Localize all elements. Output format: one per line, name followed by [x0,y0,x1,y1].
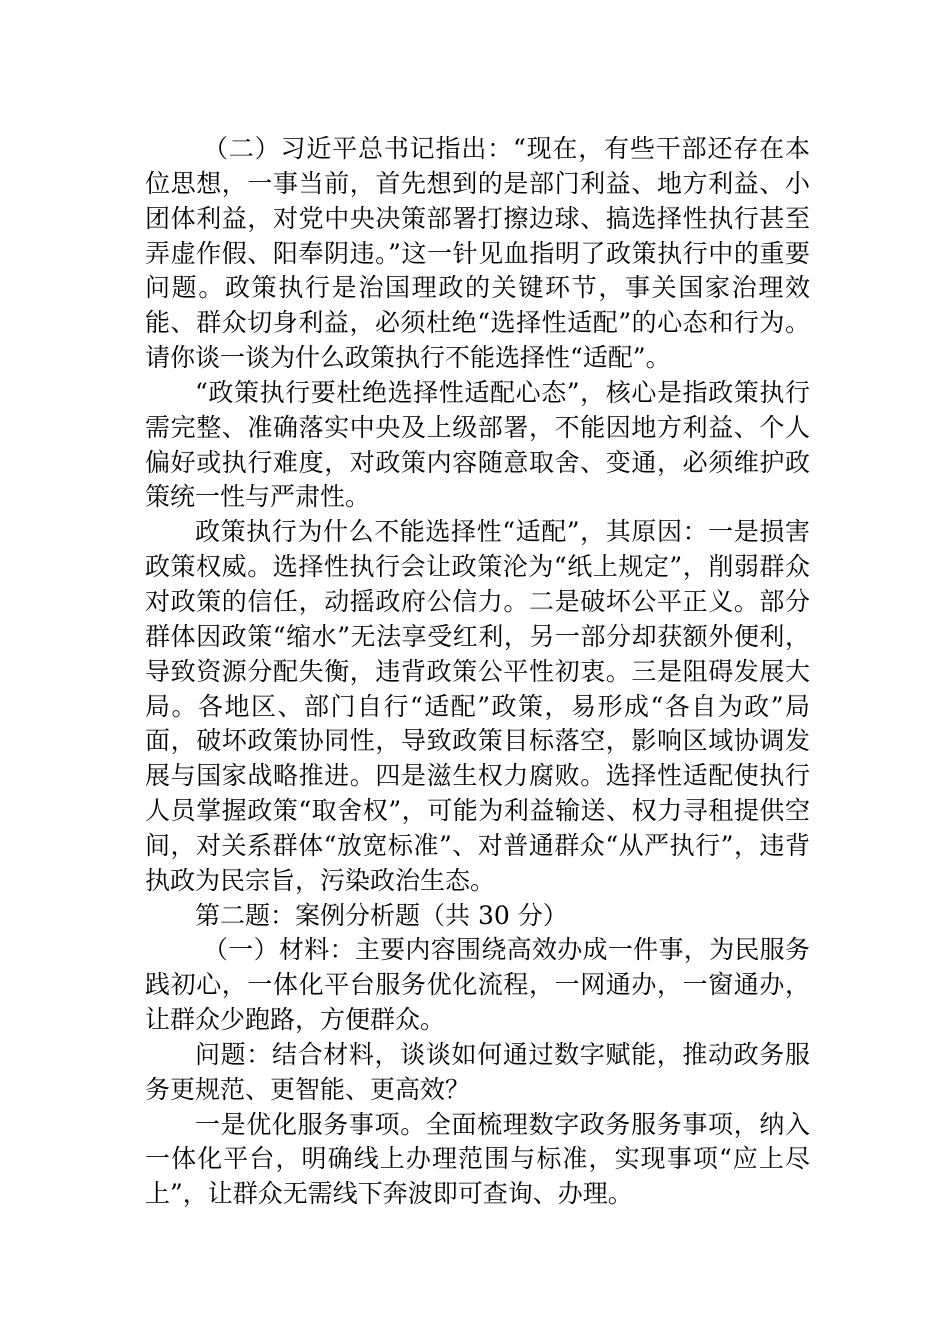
paragraph-material-one: （一）材料：主要内容围绕高效办成一件事，为民服务践初心，一体化平台服务优化流程，一网通办，一窗通办，让群众少跑路，方便群众。 [145,935,810,1035]
section-heading-case-analysis: 第二题：案例分析题（共 30 分） [195,900,568,930]
document-page [145,132,810,1212]
paragraph-question-two: （二）习近平总书记指出：“现在，有些干部还存在本位思想，一事当前，首先想到的是部门利益、地方利益、小团体利益，对党中央决策部署打擦边球、搞选择性执行甚至弄虚作假、阳奉阴违。”这一针见血指明了政策执行中的重要问题。政策执行是治国理政的关键环节，事关国家治理效能、群众切身利益，必须杜绝“选择性适配”的心态和行为。请你谈一谈为什么政策执行不能选择性“适配”。 [145,134,810,373]
paragraph-core-meaning: “政策执行要杜绝选择性适配心态”，核心是指政策执行需完整、准确落实中央及上级部署，不能因地方利益、个人偏好或执行难度，对政策内容随意取舍、变通，必须维护政策统一性与严肃性。 [145,377,810,512]
paragraph-question: 问题：结合材料，谈谈如何通过数字赋能，推动政务服务更规范、更智能、更高效？ [145,1039,810,1104]
paragraph-reasons: 政策执行为什么不能选择性“适配”，其原因：一是损害政策权威。选择性执行会让政策沦为“纸上规定”，削弱群众对政策的信任，动摇政府公信力。二是破坏公平正义。部分群体因政策“缩水”无法享受红利，另一部分却获额外便利，导致资源分配失衡，违背政策公平性初衷。三是阻碍发展大局。各地区、部门自行“适配”政策，易形成“各自为政”局面，破坏政策协同性，导致政策目标落空，影响区域协调发展与国家战略推进。四是滋生权力腐败。选择性适配使执行人员掌握政策“取舍权”，可能为利益输送、权力寻租提供空间，对关系群体“放宽标准”、对普通群众“从严执行”，违背执政为民宗旨，污染政治生态。 [145,517,810,895]
paragraph-answer-first-point: 一是优化服务事项。全面梳理数字政务服务事项，纳入一体化平台，明确线上办理范围与标准，实现事项“应上尽上”，让群众无需线下奔波即可查询、办理。 [145,1109,810,1209]
